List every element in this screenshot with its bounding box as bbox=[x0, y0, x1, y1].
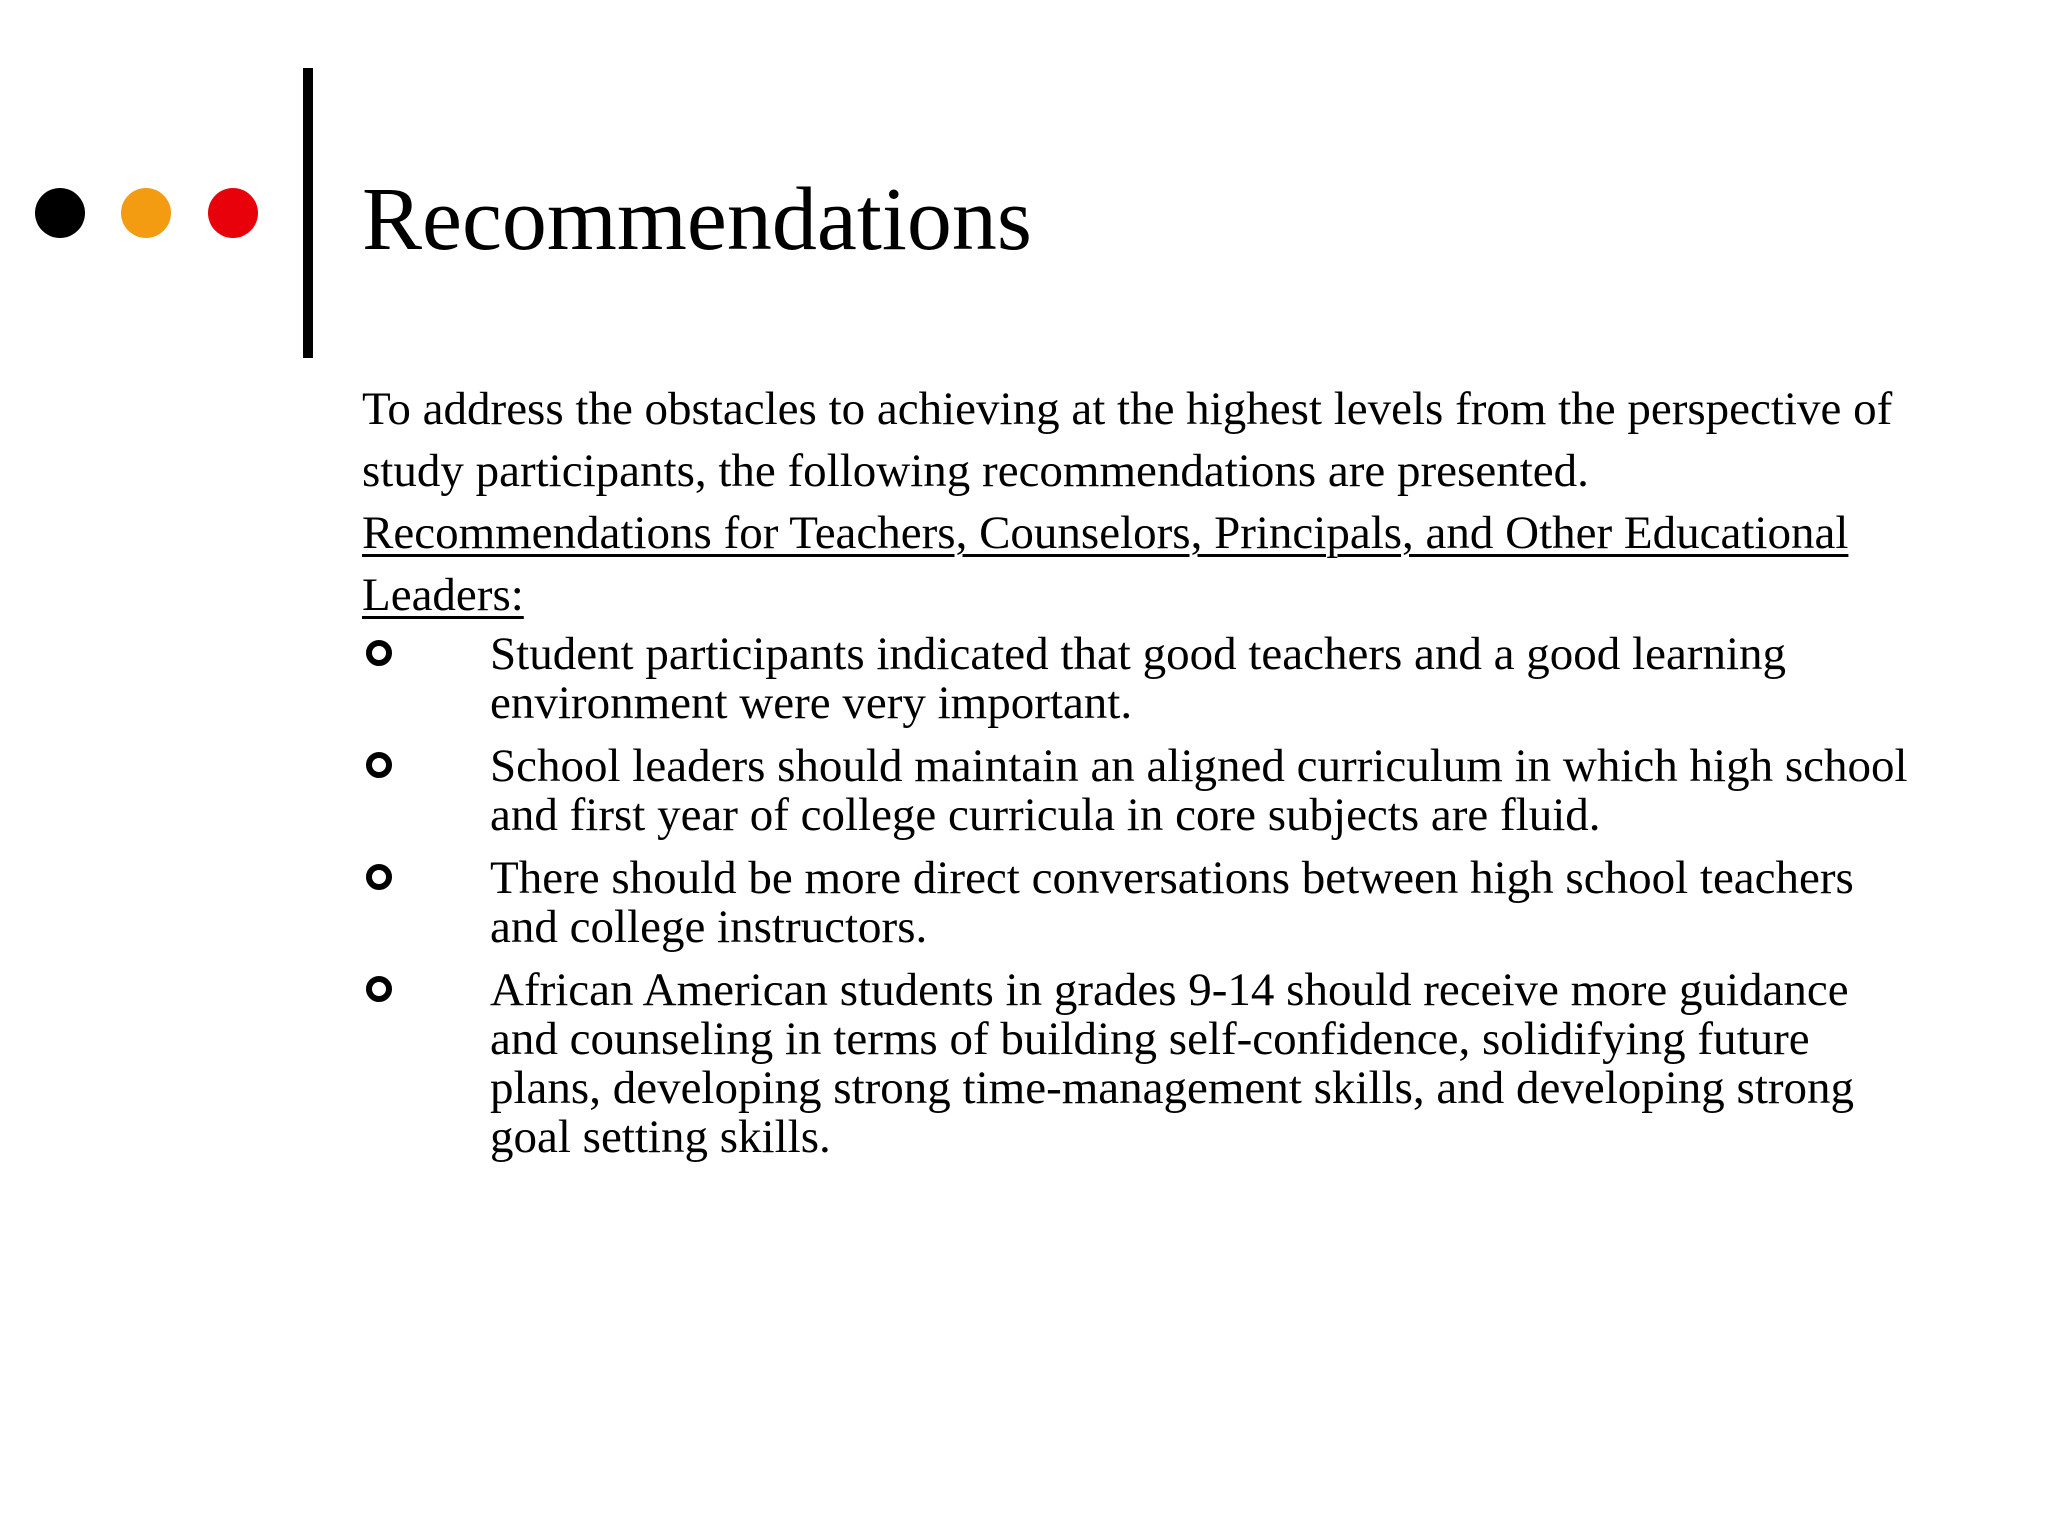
slide-title: Recommendations bbox=[362, 170, 1032, 269]
recommendations-subheading: Recommendations for Teachers, Counselors, Principals, and Other Educational Leaders: bbox=[362, 507, 1849, 621]
list-item bbox=[362, 854, 1922, 952]
list-item bbox=[362, 966, 1922, 1162]
bullet-text: School leaders should maintain an aligned curriculum in which high school and first year of college curricula in core subjects are fluid. bbox=[490, 740, 1908, 841]
circle-bullet-icon bbox=[366, 976, 392, 1002]
bullet-text: There should be more direct conversations between high school teachers and college instructors. bbox=[490, 852, 1854, 953]
list-item bbox=[362, 742, 1922, 840]
intro-paragraph: To address the obstacles to achieving at the highest levels from the perspective of study participants, the following recommendations are presented. bbox=[362, 383, 1893, 497]
recommendations-list bbox=[362, 630, 1922, 1162]
bullet-text: Student participants indicated that good teachers and a good learning environment were very important. bbox=[490, 628, 1787, 729]
bullet-text: African American students in grades 9-14 should receive more guidance and counseling in terms of building self-confidence, solidifying future plans, developing strong time-management skills, and developing strong goal setting skills. bbox=[490, 964, 1855, 1163]
orange-dot-icon bbox=[121, 188, 171, 238]
vertical-divider bbox=[303, 68, 313, 358]
circle-bullet-icon bbox=[366, 752, 392, 778]
slide-body bbox=[362, 378, 1922, 1162]
list-item bbox=[362, 630, 1922, 728]
circle-bullet-icon bbox=[366, 640, 392, 666]
red-dot-icon bbox=[208, 188, 258, 238]
circle-bullet-icon bbox=[366, 864, 392, 890]
black-dot-icon bbox=[35, 188, 85, 238]
